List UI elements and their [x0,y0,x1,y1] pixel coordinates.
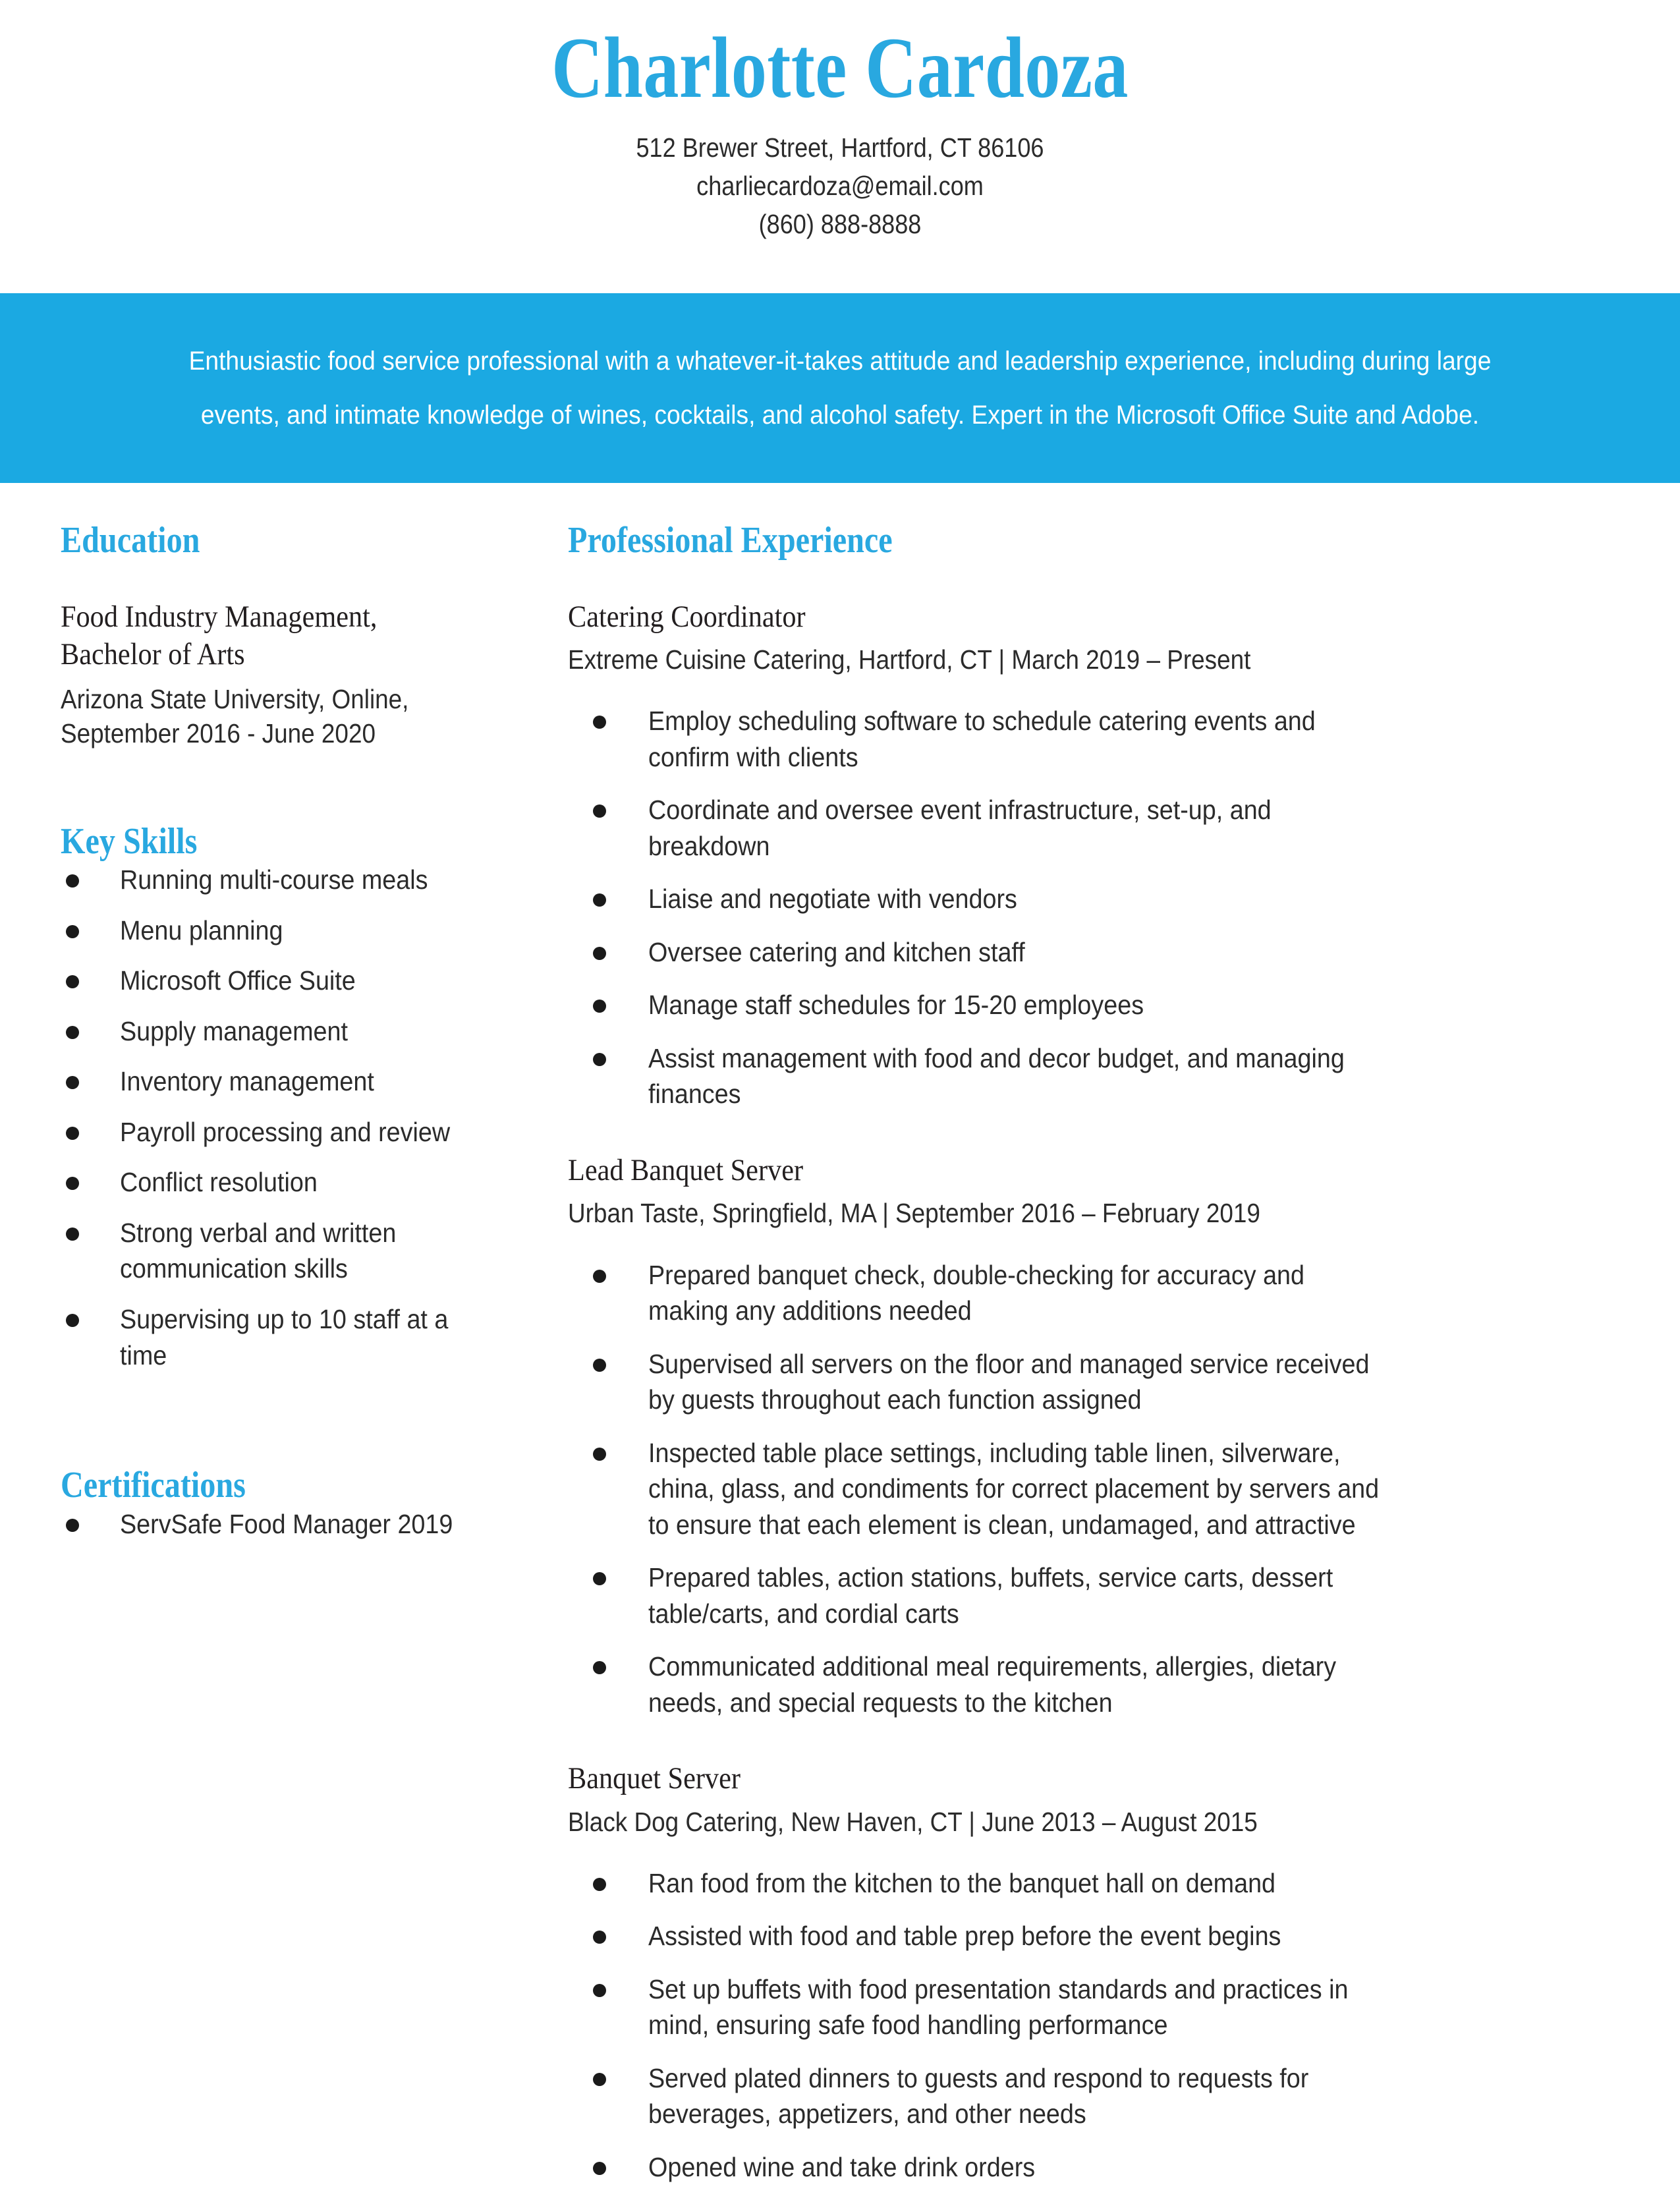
job-bullet-item [568,2149,1456,2186]
list-item-text: Employ scheduling software to schedule catering events and confirm with clients [648,706,1316,772]
job-bullet-item [568,1040,1456,1112]
list-item-text: Prepared tables, action stations, buffets, service carts, dessert table/carts, and cordial carts [648,1562,1333,1629]
summary-banner [0,293,1680,483]
job-bullet-item [568,2060,1456,2132]
job-company-dates: Black Dog Catering, New Haven, CT | June 2013 – August 2015 [568,1806,1258,1837]
key-skill-item [61,1114,527,1150]
resume-header [0,0,1680,243]
list-item-text: Conflict resolution [120,1167,318,1198]
certification-item [61,1506,527,1542]
section-title-education: Education [61,520,200,561]
key-skill-item [61,1301,527,1373]
experience-entry [568,598,1456,1112]
list-item-text: Supervising up to 10 staff at a time [120,1303,449,1370]
job-bullet-list [568,1257,1456,1721]
certifications-list [61,1506,527,1542]
job-title: Catering Coordinator [568,599,806,634]
list-item-text: Strong verbal and written communication skills [120,1217,397,1284]
job-title: Banquet Server [568,1761,741,1796]
list-item-text: Oversee catering and kitchen staff [648,936,1025,967]
job-bullet-item [568,1257,1456,1329]
key-skill-item [61,963,527,999]
experience-entry [568,1152,1456,1720]
job-company-dates: Urban Taste, Springfield, MA | September 2016 – February 2019 [568,1198,1260,1229]
section-title-experience: Professional Experience [568,520,893,561]
job-company-dates: Extreme Cuisine Catering, Hartford, CT | March 2019 – Present [568,644,1251,675]
key-skill-item [61,1215,527,1287]
list-item-text: Supply management [120,1015,348,1046]
spacer [61,750,527,822]
spacer [61,1388,527,1465]
key-skill-item [61,862,527,898]
job-bullet-item [568,1918,1456,1954]
job-bullet-item [568,881,1456,917]
list-item-text: Ran food from the kitchen to the banquet hall on demand [648,1867,1276,1898]
job-bullet-item [568,1346,1456,1418]
resume-body [0,521,1680,2202]
job-bullet-item [568,1435,1456,1543]
section-title-key-skills: Key Skills [61,820,198,862]
list-item-text: Manage staff schedules for 15-20 employees [648,990,1144,1021]
education-school: Arizona State University, Online, September 2016 - June 2020 [61,684,409,748]
list-item-text: Set up buffets with food presentation standards and practices in mind, ensuring safe food handling performance [648,1973,1349,2041]
job-bullet-item [568,1560,1456,1631]
list-item-text: Inventory management [120,1066,374,1097]
experience-entry [568,1760,1456,2185]
right-column [527,521,1621,2202]
left-column [0,521,527,1556]
section-title-certifications: Certifications [61,1465,246,1506]
job-bullet-item [568,987,1456,1023]
experience-jobs [568,598,1456,2186]
job-bullet-list [568,703,1456,1112]
list-item-text: Microsoft Office Suite [120,965,356,996]
education-entry [61,598,527,750]
list-item-text: Communicated additional meal requirements, allergies, dietary needs, and special requests to the kitchen [648,1651,1337,1718]
key-skills-list [61,862,527,1373]
contact-phone: (860) 888-8888 [758,209,922,240]
job-bullet-item [568,1865,1456,1902]
job-bullet-list [568,1865,1456,2186]
list-item-text: ServSafe Food Manager 2019 [120,1508,453,1539]
list-item-text: Liaise and negotiate with vendors [648,884,1017,915]
list-item-text: Running multi-course meals [120,864,428,895]
job-bullet-item [568,792,1456,864]
key-skill-item [61,913,527,949]
job-bullet-item [568,703,1456,775]
job-bullet-item [568,1649,1456,1720]
contact-info [101,128,1579,244]
education-degree: Food Industry Management, Bachelor of Arts [61,599,378,671]
list-item-text: Inspected table place settings, including table linen, silverware, china, glass, and condiments for correct placement by servers and to ensure that each element is clean, undamaged, and attractive [648,1437,1380,1540]
list-item-text: Supervised all servers on the floor and managed service received by guests throughout each function assigned [648,1348,1370,1415]
list-item-text: Coordinate and oversee event infrastructure, set-up, and breakdown [648,795,1272,861]
job-bullet-item [568,1971,1456,2043]
contact-address: 512 Brewer Street, Hartford, CT 86106 [636,132,1044,163]
key-skill-item [61,1013,527,1050]
list-item-text: Payroll processing and review [120,1116,451,1147]
key-skill-item [61,1063,527,1100]
list-item-text: Opened wine and take drink orders [648,2151,1036,2182]
list-item-text: Menu planning [120,915,283,946]
contact-email: charliecardoza@email.com [696,170,984,201]
list-item-text: Assisted with food and table prep before the event begins [648,1921,1281,1952]
candidate-name: Charlotte Cardoza [551,19,1129,116]
job-title: Lead Banquet Server [568,1152,804,1187]
summary-text: Enthusiastic food service professional with a whatever-it-takes attitude and leadership experience, including during large events, and intimate knowledge of wines, cocktails, and alcohol safety. Expert in the Microsoft Office Suite and Adobe. [188,347,1492,430]
key-skill-item [61,1164,527,1200]
list-item-text: Prepared banquet check, double-checking for accuracy and making any additions needed [648,1259,1305,1326]
list-item-text: Assist management with food and decor budget, and managing finances [648,1042,1345,1110]
job-bullet-item [568,934,1456,971]
list-item-text: Served plated dinners to guests and respond to requests for beverages, appetizers, and other needs [648,2062,1309,2130]
